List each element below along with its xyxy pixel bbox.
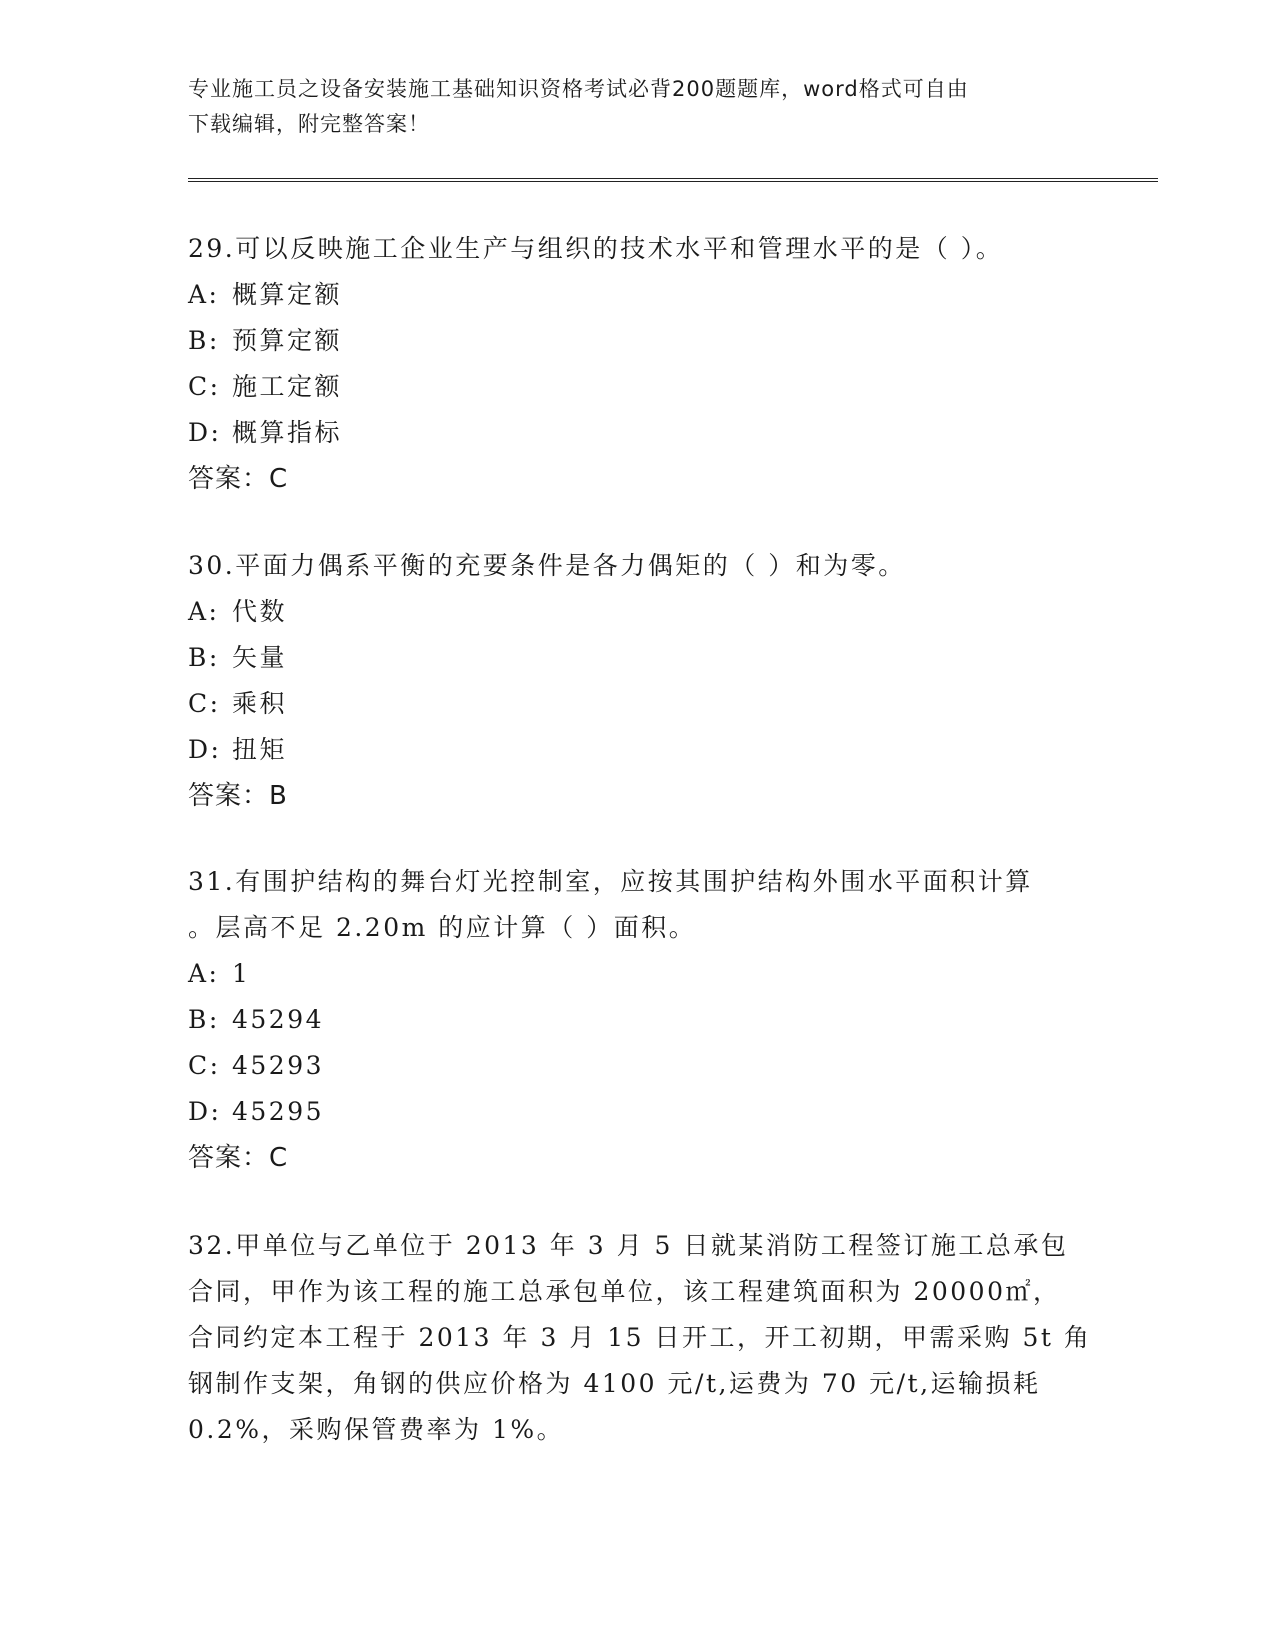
option-a (188, 272, 1088, 318)
option-text: 预算定额 (232, 326, 343, 355)
option-text: 45294 (232, 1005, 325, 1034)
option-text: 45295 (232, 1097, 325, 1126)
question-stem-line-1: 31.有围护结构的舞台灯光控制室，应按其围护结构外围水平面积计算 (188, 867, 1033, 896)
answer: 答案：C (188, 1143, 289, 1173)
header-divider (188, 178, 1158, 182)
option-letter: B: (188, 1005, 220, 1034)
option-letter: B: (188, 326, 220, 355)
document-header (188, 72, 1088, 142)
option-text: 概算指标 (232, 418, 343, 447)
option-letter: D: (188, 735, 222, 764)
header-line-1: 专业施工员之设备安装施工基础知识资格考试必背200题题库，word格式可自由 (188, 77, 969, 101)
question-stem-line-3: 合同约定本工程于 2013 年 3 月 15 日开工，开工初期，甲需采购 5t 角 (188, 1323, 1092, 1352)
question-stem-line-5: 0.2%，采购保管费率为 1%。 (188, 1415, 565, 1444)
option-text: 施工定额 (232, 372, 343, 401)
question-stem: 30.平面力偶系平衡的充要条件是各力偶矩的（ ）和为零。 (188, 551, 906, 580)
question-29 (188, 226, 1088, 502)
option-text: 代数 (232, 597, 288, 626)
option-d (188, 727, 1088, 773)
option-text: 1 (232, 959, 251, 988)
option-d (188, 1089, 1088, 1135)
option-text: 扭矩 (232, 735, 288, 764)
option-letter: B: (188, 643, 220, 672)
question-32 (188, 1223, 1092, 1453)
answer: 答案：C (188, 464, 289, 494)
option-text: 乘积 (232, 689, 288, 718)
option-text: 45293 (232, 1051, 325, 1080)
option-c (188, 364, 1088, 410)
option-letter: A: (188, 597, 220, 626)
option-letter: A: (188, 280, 220, 309)
option-a (188, 589, 1088, 635)
option-text: 矢量 (232, 643, 288, 672)
option-letter: C: (188, 372, 221, 401)
question-stem-line-2: 。层高不足 2.20m 的应计算（ ）面积。 (188, 913, 697, 942)
option-b (188, 318, 1088, 364)
question-stem: 29.可以反映施工企业生产与组织的技术水平和管理水平的是（ ）。 (188, 234, 1004, 263)
question-stem-line-2: 合同，甲作为该工程的施工总承包单位，该工程建筑面积为 20000㎡， (188, 1277, 1061, 1306)
option-text: 概算定额 (232, 280, 343, 309)
header-line-2: 下载编辑，附完整答案！ (188, 112, 430, 136)
option-b (188, 635, 1088, 681)
question-stem-line-1: 32.甲单位与乙单位于 2013 年 3 月 5 日就某消防工程签订施工总承包 (188, 1231, 1069, 1260)
option-c (188, 681, 1088, 727)
option-letter: C: (188, 689, 221, 718)
answer: 答案：B (188, 781, 288, 811)
question-31 (188, 859, 1088, 1181)
option-a (188, 951, 1088, 997)
option-letter: C: (188, 1051, 221, 1080)
question-30 (188, 543, 1088, 819)
question-stem-line-4: 钢制作支架，角钢的供应价格为 4100 元/t,运费为 70 元/t,运输损耗 (188, 1369, 1041, 1398)
option-letter: D: (188, 1097, 222, 1126)
option-d (188, 410, 1088, 456)
option-c (188, 1043, 1088, 1089)
option-b (188, 997, 1088, 1043)
option-letter: D: (188, 418, 222, 447)
option-letter: A: (188, 959, 220, 988)
